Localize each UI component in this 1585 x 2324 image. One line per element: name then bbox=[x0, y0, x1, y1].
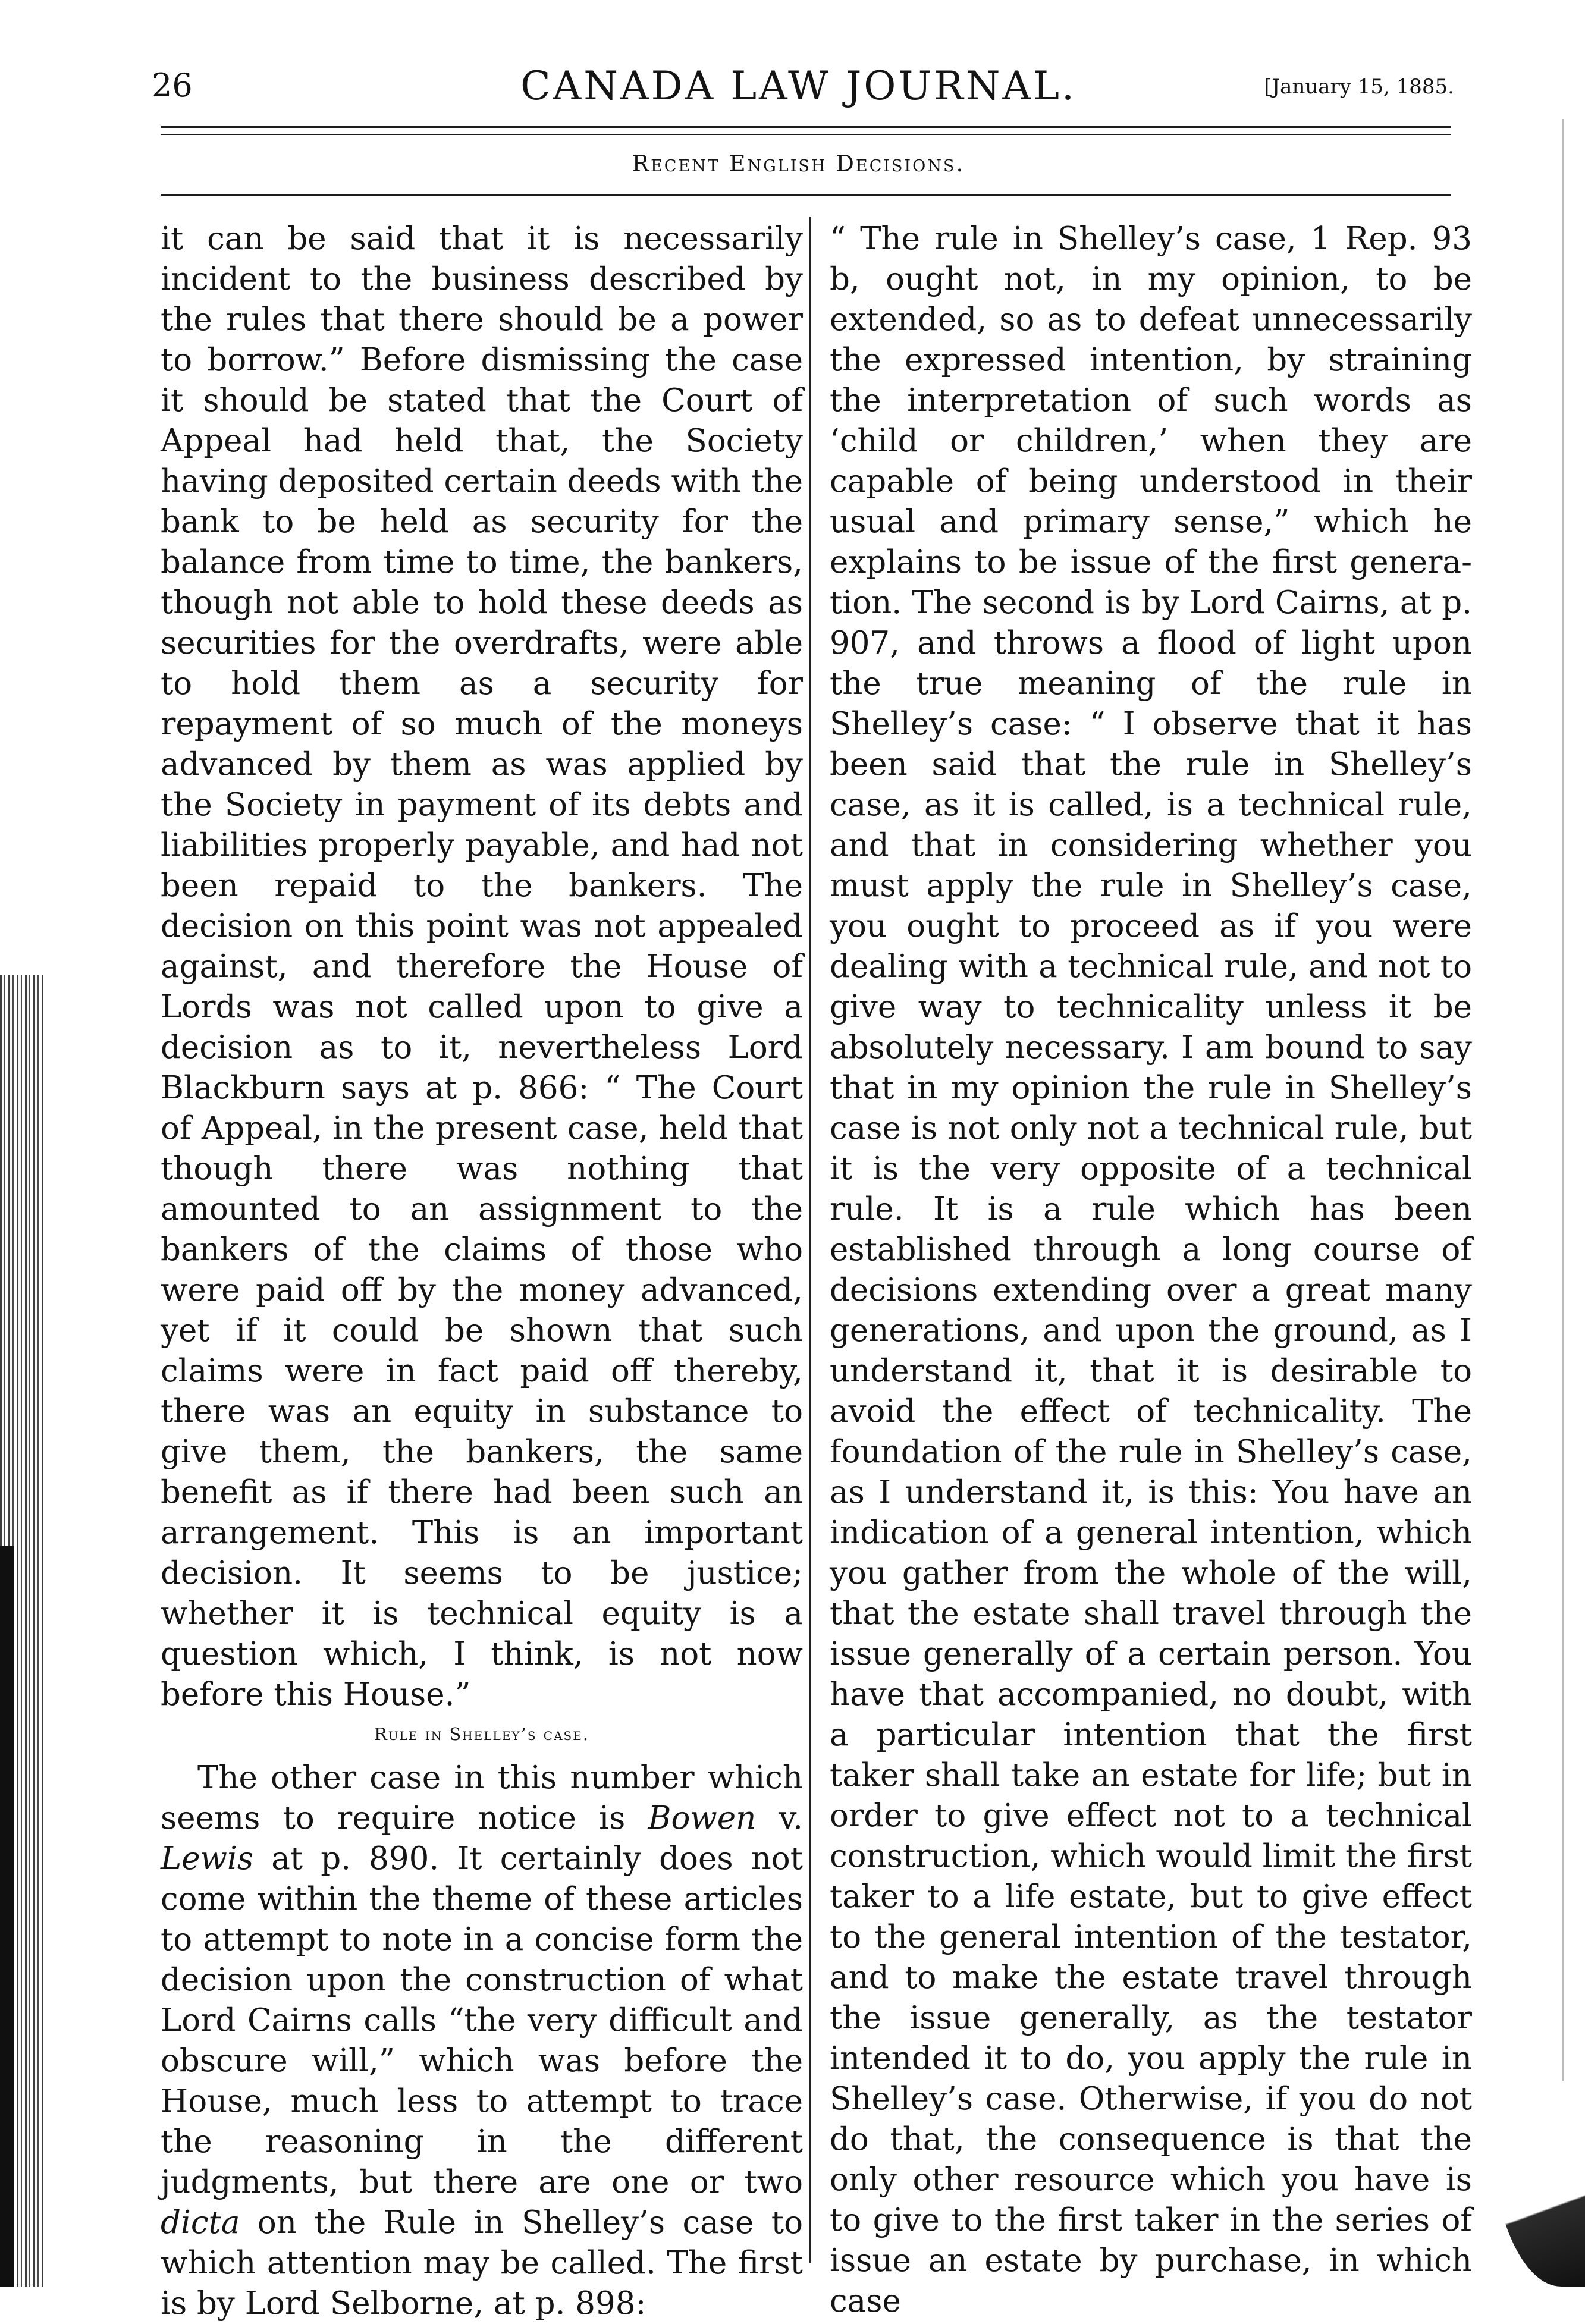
text-run: v. bbox=[756, 1800, 803, 1836]
section-rule bbox=[161, 194, 1451, 196]
section-heading: Recent English Decisions. bbox=[632, 150, 965, 177]
page-number: 26 bbox=[152, 67, 193, 104]
text-run: at p. 890. It certainly does not come within the theme of these articles to attempt to note in a concise form the decision upon the construction of what Lord Cairns calls “the very difficult and obscure will,” which was before the House, much less to attempt to trace the reasoning in the different judgments, but there are one or two bbox=[161, 1841, 803, 2200]
page-edge bbox=[1562, 119, 1564, 2081]
sub-heading: Rule in Shelley’s case. bbox=[374, 1724, 590, 1744]
page-curl bbox=[1490, 2117, 1585, 2287]
column-divider bbox=[809, 217, 811, 2263]
issue-date: [January 15, 1885. bbox=[1264, 75, 1454, 99]
text-run: on the Rule in Shelley’s case to which attention may be called. The first is by Lord Selborne, at p. 898: bbox=[161, 2204, 803, 2322]
header-rule-bottom bbox=[161, 134, 1451, 135]
journal-title: CANADA LAW JOURNAL. bbox=[520, 63, 1076, 109]
left-paragraph-continuation: it can be said that it is necessarily incident to the business described by the rules that there should be a power to borrow.” Before dismissing the case it should be stated that the Court of Appeal had held that, the Society having deposited certain deeds with the bank to be held as security for the balance from time to time, the bankers, though not able to hold these deeds as securities for the overdrafts, were able to hold them as a security for repayment of so much of the moneys advanced by them as was applied by the Society in payment of its debts and liabilities properly payable, and had not been repaid to the bankers. The decision on this point was not appealed against, and therefore the House of Lords was not called upon to give a decision as to it, nevertheless Lord Blackburn says at p. 866: “ The Court of Appeal, in the present case, held that though there was nothing that amounted to an assignment to the bankers of the claims of those who were paid off by the money advanced, yet if it could be shown that such claims were in fact paid off thereby, there was an equity in substance to give them, the bankers, the same benefit as if there had been such an arrangement. This is an important decision. It seems to be justice; whether it is technical equity is a question which, I think, is not now before this House.” bbox=[161, 221, 803, 1713]
latin-term: dicta bbox=[161, 2204, 240, 2241]
right-column bbox=[830, 219, 1472, 2319]
page-header bbox=[143, 48, 1454, 113]
right-paragraph-quotation: “ The rule in Shelley’s case, 1 Rep. 93 b, ought not, in my opinion, to be extended, so as to defeat unnecessarily the expressed intention, by straining the interpretation of such words as ‘child or children,’ when they are capable of being understood in their usual and primary sense,” which he explains to be issue of the first generation. The second is by Lord Cairns, at p. 907, and throws a flood of light upon the true meaning of the rule in Shelley’s case: “ I observe that it has been said that the rule in Shelley’s case, as it is called, is a technical rule, and that in considering whether you must apply the rule in Shelley’s case, you ought to proceed as if you were dealing with a technical rule, and not to give way to technicality unless it be absolutely necessary. I am bound to say that in my opinion the rule in Shelley’s case is not only not a technical rule, but it is the very opposite of a technical rule. It is a rule which has been established through a long course of decisions extending over a great many generations, and upon the ground, as I understand it, that it is desirable to avoid the effect of technicality. The foundation of the rule in Shelley’s case, as I understand it, is this: You have an indication of a general intention, which you gather from the whole of the will, that the estate shall travel through the issue generally of a certain person. You have that accompanied, no doubt, with a particular intention that the first taker shall take an estate for life; but in order to give effect not to a technical construction, which would limit the first taker to a life estate, but to give effect to the general intention of the testator, and to make the estate travel through the issue generally, as the testator intended it to do, you apply the rule in Shelley’s case. Otherwise, if you do not do that, the consequence is that the only other resource which you have is to give to the first taker in the series of issue an estate by purchase, in which case bbox=[830, 221, 1472, 2319]
case-name: Lewis bbox=[161, 1841, 254, 1877]
left-paragraph-bowen-v-lewis bbox=[161, 1758, 803, 2324]
header-rule-top bbox=[161, 126, 1451, 128]
text-run: The other case in this number which seems to require notice is bbox=[161, 1760, 803, 1836]
left-column bbox=[161, 219, 803, 2322]
binding-shadow bbox=[0, 1546, 14, 2287]
case-name: Bowen bbox=[648, 1800, 757, 1836]
